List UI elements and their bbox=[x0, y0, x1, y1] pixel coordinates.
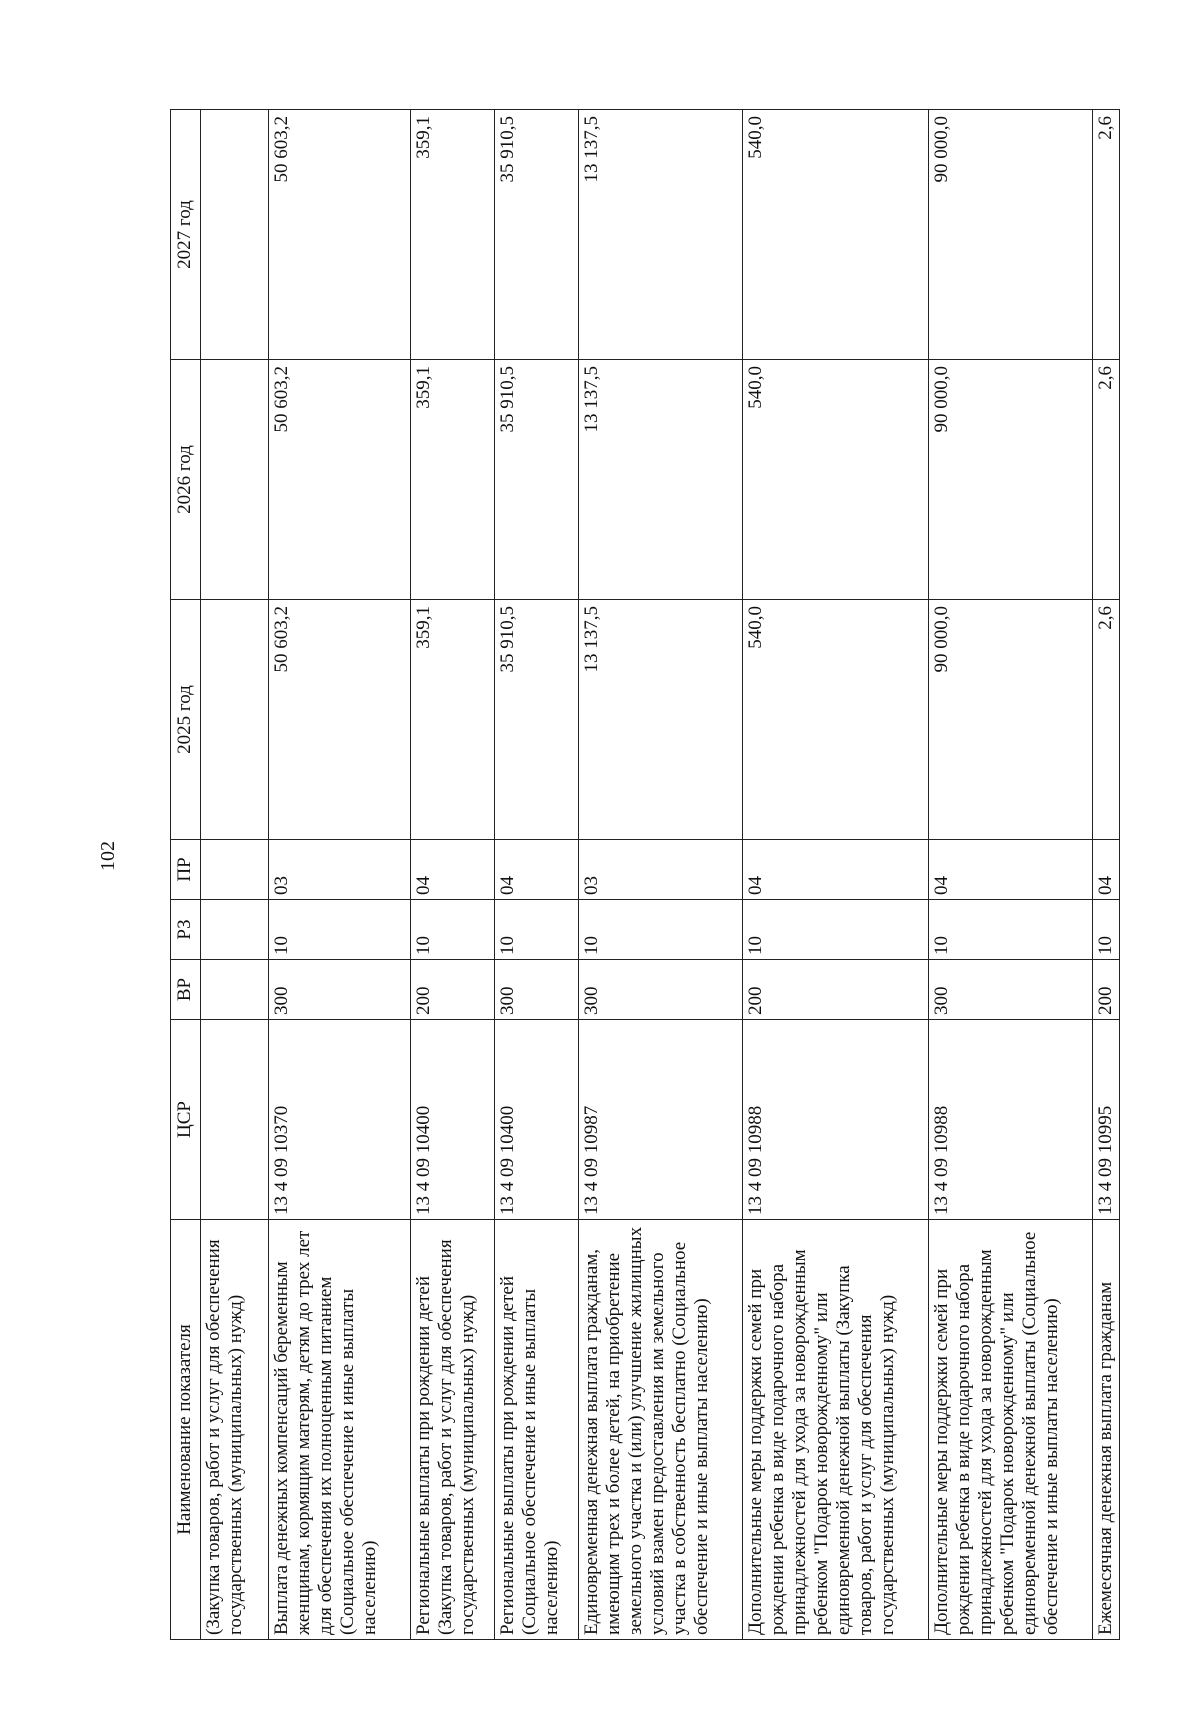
table-row bbox=[1093, 110, 1120, 1640]
row-rz: 10 bbox=[1093, 900, 1120, 960]
row-2026: 2,6 bbox=[1093, 360, 1120, 600]
table-row bbox=[201, 110, 269, 1640]
row-2027: 90 000,0 bbox=[929, 110, 1093, 360]
row-pr: 04 bbox=[743, 840, 929, 900]
row-2025: 35 910,5 bbox=[495, 600, 579, 840]
table-row bbox=[579, 110, 743, 1640]
row-2027: 50 603,2 bbox=[269, 110, 411, 360]
row-pr: 04 bbox=[929, 840, 1093, 900]
budget-table bbox=[170, 109, 1120, 1640]
row-2025: 540,0 bbox=[743, 600, 929, 840]
row-rz: 10 bbox=[929, 900, 1093, 960]
row-2025: 13 137,5 bbox=[579, 600, 743, 840]
row-csr: 13 4 09 10988 bbox=[743, 1020, 929, 1220]
row-csr bbox=[201, 1020, 269, 1220]
row-2027: 359,1 bbox=[411, 110, 495, 360]
table-row bbox=[743, 110, 929, 1640]
row-2025: 50 603,2 bbox=[269, 600, 411, 840]
row-2026 bbox=[201, 360, 269, 600]
row-2026: 90 000,0 bbox=[929, 360, 1093, 600]
row-pr: 03 bbox=[579, 840, 743, 900]
row-2027: 540,0 bbox=[743, 110, 929, 360]
row-2026: 13 137,5 bbox=[579, 360, 743, 600]
row-csr: 13 4 09 10987 bbox=[579, 1020, 743, 1220]
header-pr: ПР bbox=[171, 840, 201, 900]
row-2026: 540,0 bbox=[743, 360, 929, 600]
row-name: Региональные выплаты при рождении детей (Социальное обеспечение и иные выплаты населению) bbox=[495, 1220, 579, 1640]
table-row bbox=[929, 110, 1093, 1640]
header-name: Наименование показателя bbox=[171, 1220, 201, 1640]
row-vr: 300 bbox=[579, 960, 743, 1020]
row-2026: 359,1 bbox=[411, 360, 495, 600]
row-2027: 13 137,5 bbox=[579, 110, 743, 360]
row-2025 bbox=[201, 600, 269, 840]
table-header-row bbox=[171, 110, 201, 1640]
row-2027 bbox=[201, 110, 269, 360]
row-rz: 10 bbox=[495, 900, 579, 960]
row-pr: 04 bbox=[1093, 840, 1120, 900]
row-rz: 10 bbox=[743, 900, 929, 960]
row-2026: 50 603,2 bbox=[269, 360, 411, 600]
row-vr: 300 bbox=[495, 960, 579, 1020]
row-name: Выплата денежных компенсаций беременным женщинам, кормящим матерям, детям до трех лет для обеспечения их полноценным питанием (Социальное обеспечение и иные выплаты населению) bbox=[269, 1220, 411, 1640]
row-2027: 35 910,5 bbox=[495, 110, 579, 360]
header-vr: ВР bbox=[171, 960, 201, 1020]
row-rz: 10 bbox=[579, 900, 743, 960]
row-csr: 13 4 09 10400 bbox=[495, 1020, 579, 1220]
row-vr: 200 bbox=[743, 960, 929, 1020]
rotated-table-container bbox=[170, 110, 1116, 1640]
row-csr: 13 4 09 10370 bbox=[269, 1020, 411, 1220]
table-row bbox=[495, 110, 579, 1640]
page-number: 102 bbox=[97, 841, 119, 871]
row-csr: 13 4 09 10400 bbox=[411, 1020, 495, 1220]
row-csr: 13 4 09 10995 bbox=[1093, 1020, 1120, 1220]
row-2025: 359,1 bbox=[411, 600, 495, 840]
row-vr: 200 bbox=[411, 960, 495, 1020]
row-pr: 04 bbox=[495, 840, 579, 900]
row-rz: 10 bbox=[269, 900, 411, 960]
row-rz: 10 bbox=[411, 900, 495, 960]
header-2027: 2027 год bbox=[171, 110, 201, 360]
table-row bbox=[269, 110, 411, 1640]
row-name: Единовременная денежная выплата гражданам, имеющим трех и более детей, на приобретение земельного участка и (или) улучшение жилищных условий взамен предоставления им земельного участка в собственность бесплатно (Социальное обеспечение и иные выплаты населению) bbox=[579, 1220, 743, 1640]
row-pr: 03 bbox=[269, 840, 411, 900]
row-csr: 13 4 09 10988 bbox=[929, 1020, 1093, 1220]
header-2025: 2025 год bbox=[171, 600, 201, 840]
row-pr bbox=[201, 840, 269, 900]
row-2025: 2,6 bbox=[1093, 600, 1120, 840]
table-row bbox=[411, 110, 495, 1640]
row-vr bbox=[201, 960, 269, 1020]
row-name: Региональные выплаты при рождении детей (Закупка товаров, работ и услуг для обеспечения государственных (муниципальных) нужд) bbox=[411, 1220, 495, 1640]
row-name: Дополнительные меры поддержки семей при рождении ребенка в виде подарочного набора принадлежностей для ухода за новорожденным ребенком "Подарок новорожденному" или единовременной денежной выплаты (Социальное обеспечение и иные выплаты населению) bbox=[929, 1220, 1093, 1640]
row-2027: 2,6 bbox=[1093, 110, 1120, 360]
header-2026: 2026 год bbox=[171, 360, 201, 600]
row-name: (Закупка товаров, работ и услуг для обеспечения государственных (муниципальных) нужд) bbox=[201, 1220, 269, 1640]
row-pr: 04 bbox=[411, 840, 495, 900]
row-vr: 300 bbox=[269, 960, 411, 1020]
row-name: Ежемесячная денежная выплата гражданам bbox=[1093, 1220, 1120, 1640]
row-2025: 90 000,0 bbox=[929, 600, 1093, 840]
row-vr: 300 bbox=[929, 960, 1093, 1020]
header-csr: ЦСР bbox=[171, 1020, 201, 1220]
row-2026: 35 910,5 bbox=[495, 360, 579, 600]
header-rz: РЗ bbox=[171, 900, 201, 960]
row-name: Дополнительные меры поддержки семей при рождении ребенка в виде подарочного набора принадлежностей для ухода за новорожденным ребенком "Подарок новорожденному" или единовременной денежной выплаты (Закупка товаров, работ и услуг для обеспечения государственных (муниципальных) нужд) bbox=[743, 1220, 929, 1640]
row-rz bbox=[201, 900, 269, 960]
row-vr: 200 bbox=[1093, 960, 1120, 1020]
